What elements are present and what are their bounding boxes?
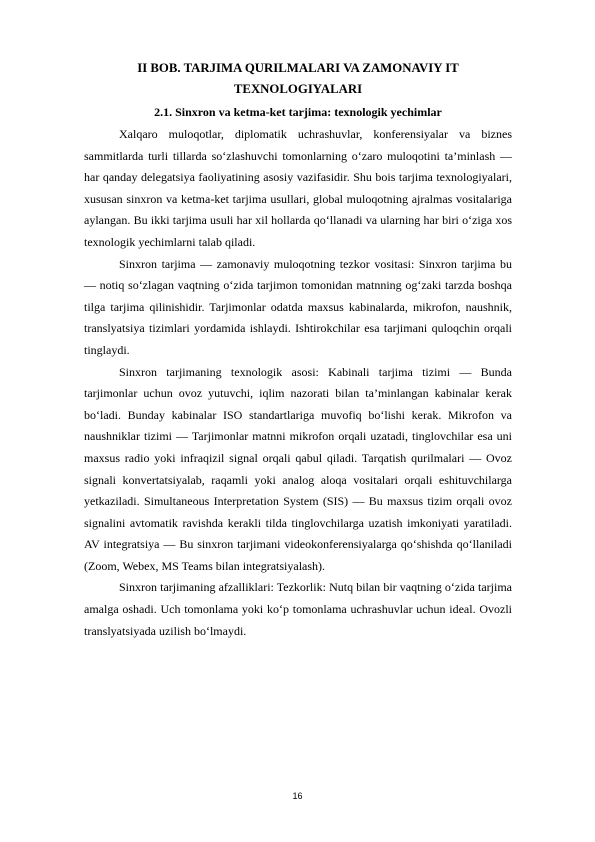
paragraph-3: Sinxron tarjimaning texnologik asosi: Kabinali tarjima tizimi — Bunda tarjimonlar uchun ovoz yutuvchi, iqlim nazorati bilan ta’minlangan kabinalar kerak bo‘ladi. Bunday kabinalar ISO standartlariga muvofiq bo‘lishi kerak. Mikrofon va naushniklar tizimi — Tarjimonlar matnni mikrofon orqali uzatadi, tinglovchilar esa uni maxsus radio yoki infraqizil signal orqali qabul qiladi. Tarqatish qurilmalari — Ovoz signali konvertatsiyalab, raqamli yoki analog aloqa vositalari orqali eshituvchilarga yetkaziladi. Simultaneous Interpretation System (SIS) — Bu maxsus tizim orqali ovoz signalini avtomatik ravishda kerakli tilda tinglovchilarga uzatish imkoniyati yaratiladi. AV integratsiya — Bu sinxron tarjimani videokonferensiyalarga qo‘shishda qo‘llaniladi (Zoom, Webex, MS Teams bilan integratsiyalash). — [84, 364, 512, 573]
paragraph-4: Sinxron tarjimaning afzalliklari: Tezkorlik: Nutq bilan bir vaqtning o‘zida tarjima amalga oshadi. Uch tomonlama yoki ko‘p tomonlama uchrashuvlar uchun ideal. Ovozli translyatsiyada uzilish bo‘lmaydi. — [84, 580, 512, 638]
paragraph-1: Xalqaro muloqotlar, diplomatik uchrashuvlar, konferensiyalar va biznes sammitlarda turli tillarda so‘zlashuvchi tomonlarning o‘zaro muloqotini ta’minlash — har qanday delegatsiya faoliyatining asosiy vazifasidir. Shu bois tarjima texnologiyalari, xususan sinxron va ketma-ket tarjima usullari, global muloqotning ajralmas vositalariga aylangan. Bu ikki tarjima usuli har xil hollarda qo‘llanadi va ularning har biri o‘ziga xos texnologik yechimlarni talab qiladi. — [84, 127, 512, 249]
section-title: 2.1. Sinxron va ketma-ket tarjima: texnologik yechimlar — [154, 105, 442, 119]
page-content — [84, 58, 512, 642]
chapter-title: II BOB. TARJIMA QURILMALARI VA ZAMONAVIY IT TEXNOLOGIYALARI — [137, 61, 459, 96]
page-number: 16 — [292, 791, 303, 801]
paragraph-2: Sinxron tarjima — zamonaviy muloqotning tezkor vositasi: Sinxron tarjima bu — notiq so‘zlagan vaqtning o‘zida tarjimon tomonidan matnning og‘zaki tarzda boshqa tilga tarjima qilinishidir. Tarjimonlar odatda maxsus kabinalarda, mikrofon, naushnik, translyatsiya tizimlari yordamida ishlaydi. Ishtirokchilar esa tarjimani quloqchin orqali tinglaydi. — [84, 256, 512, 357]
